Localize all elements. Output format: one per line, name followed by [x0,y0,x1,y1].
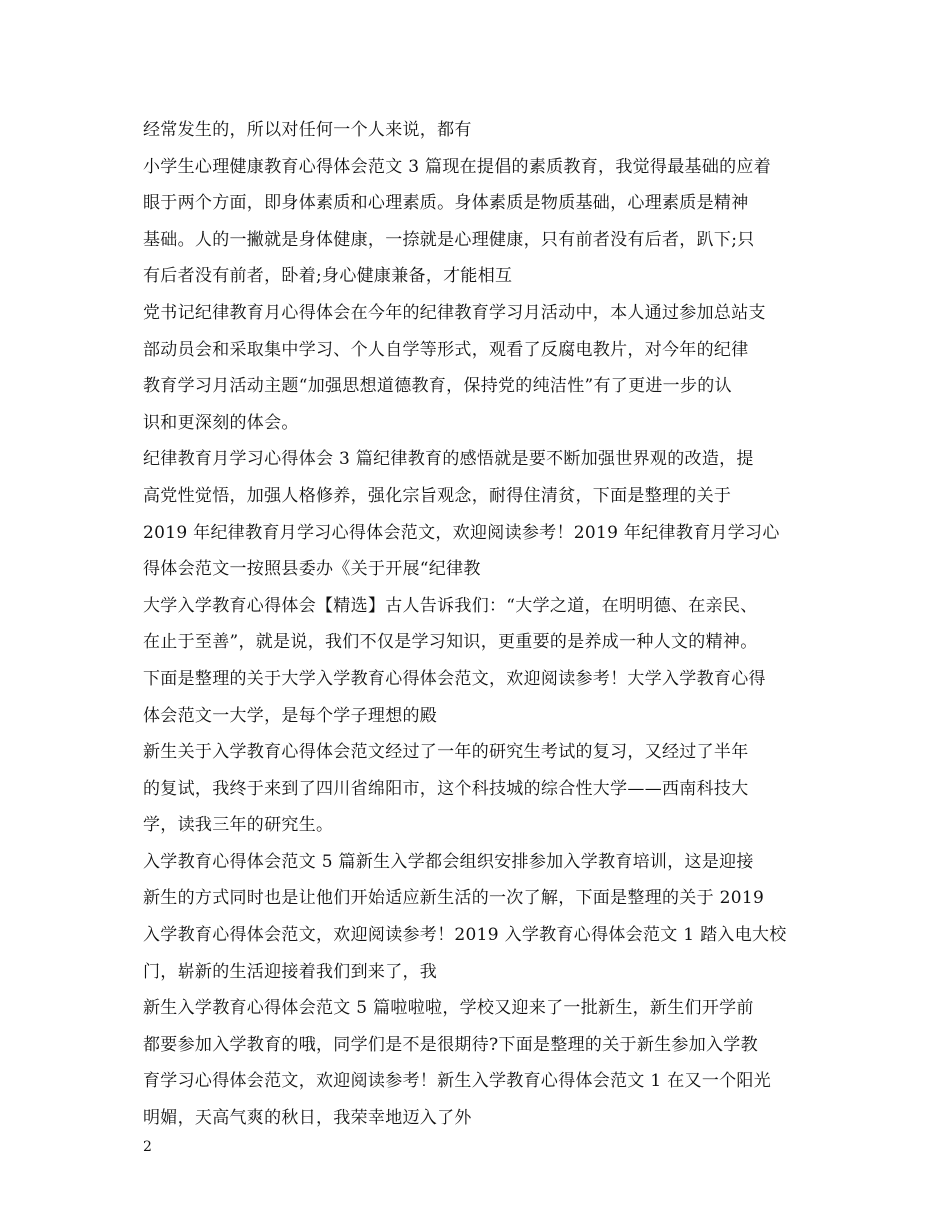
text-line: 识和更深刻的体会。 [143,412,299,433]
text-line: 在止于至善”，就是说，我们不仅是学习知识，更重要的是养成一种人文的精神。 [143,632,758,653]
text-line: 新生关于入学教育心得体会范文经过了一年的研究生考试的复习，又经过了半年 [143,742,749,763]
text-line: 新生的方式同时也是让他们开始适应新生活的一次了解，下面是整理的关于 2019 [143,888,765,909]
document-body [143,112,833,1137]
text-line: 明媚，天高气爽的秋日，我荣幸地迈入了外 [143,1108,472,1129]
text-line: 部动员会和采取集中学习、个人自学等形式，观看了反腐电教片，对今年的纪律 [143,339,749,360]
text-line: 基础。人的一撇就是身体健康，一捺就是心理健康，只有前者没有后者，趴下;只 [143,229,755,250]
text-line: 纪律教育月学习心得体会 3 篇纪律教育的感悟就是要不断加强世界观的改造，提 [143,449,754,470]
text-line: 门，崭新的生活迎接着我们到来了，我 [143,961,438,982]
text-line: 都要参加入学教育的哦，同学们是不是很期待?下面是整理的关于新生参加入学教 [143,1034,758,1055]
text-line: 大学入学教育心得体会【精选】古人告诉我们：“大学之道，在明明德、在亲民、 [143,595,758,616]
text-line: 育学习心得体会范文，欢迎阅读参考！新生入学教育心得体会范文 1 在又一个阳光 [143,1071,772,1092]
text-line: 下面是整理的关于大学入学教育心得体会范文，欢迎阅读参考！大学入学教育心得 [143,668,766,689]
text-line: 得体会范文一按照县委办《关于开展“纪律教 [143,559,481,580]
text-line: 高党性觉悟，加强人格修养，强化宗旨观念，耐得住清贫，下面是整理的关于 [143,485,732,506]
text-line: 眼于两个方面，即身体素质和心理素质。身体素质是物质基础，心理素质是精神 [143,193,749,214]
text-line: 新生入学教育心得体会范文 5 篇啦啦啦，学校又迎来了一批新生，新生们开学前 [143,998,754,1019]
text-line: 入学教育心得体会范文 5 篇新生入学都会组织安排参加入学教育培训，这是迎接 [143,851,754,872]
text-line: 入学教育心得体会范文，欢迎阅读参考！2019 入学教育心得体会范文 1 踏入电大校 [143,925,787,946]
text-line: 经常发生的，所以对任何一个人来说，都有 [143,120,472,140]
text-line: 2019 年纪律教育月学习心得体会范文，欢迎阅读参考！2019 年纪律教育月学习心 [143,522,780,543]
text-line: 有后者没有前者，卧着;身心健康兼备，才能相互 [143,266,513,287]
page-number: 2 [143,1139,152,1155]
text-line: 体会范文一大学，是每个学子理想的殿 [143,705,438,726]
text-line: 小学生心理健康教育心得体会范文 3 篇现在提倡的素质教育，我觉得最基础的应着 [143,156,772,177]
text-line: 学，读我三年的研究生。 [143,815,334,836]
text-line: 党书记纪律教育月心得体会在今年的纪律教育学习月活动中，本人通过参加总站支 [143,302,766,323]
text-line: 的复试，我终于来到了四川省绵阳市，这个科技城的综合性大学——西南科技大 [143,778,749,799]
text-line: 教育学习月活动主题“加强思想道德教育，保持党的纯洁性”有了更进一步的认 [143,376,732,397]
